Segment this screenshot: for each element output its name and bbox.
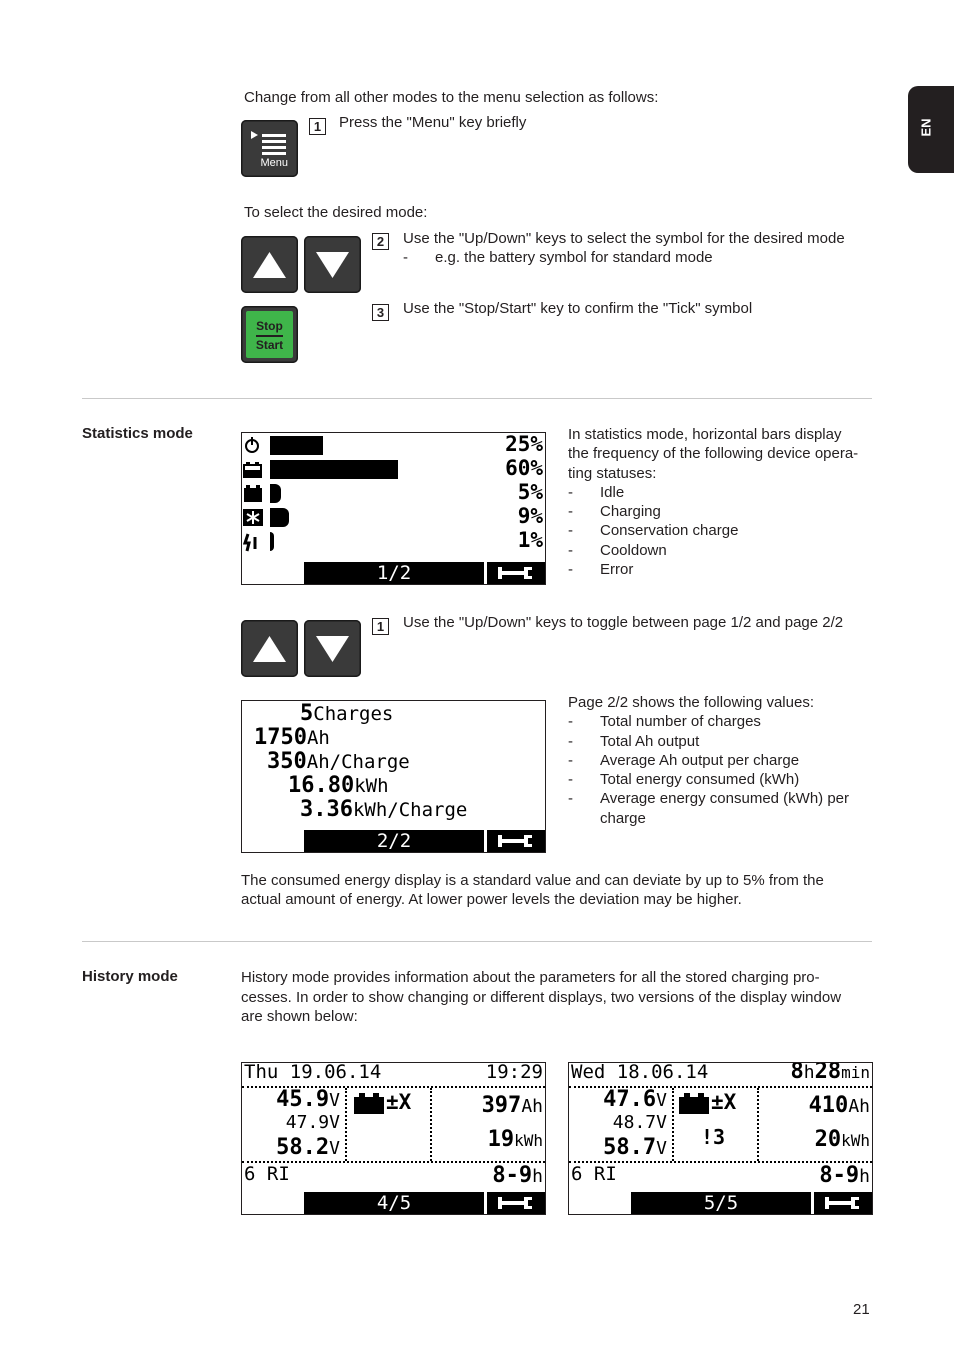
battery-full-icon [243,483,265,505]
value: 48.7 [612,1112,657,1133]
wrench-box [487,1192,545,1214]
status-bar [270,508,289,527]
statistics-screen-1 [241,432,546,585]
duration-value [819,1163,870,1188]
wrench-icon [496,832,536,850]
value: 47.6 [603,1087,657,1112]
snowflake-icon [243,507,265,529]
down-key [304,236,361,293]
stop-start-key [241,306,298,363]
unit: V [329,1090,340,1111]
date-label: Wed 18.06.14 [571,1062,709,1083]
dotted-vertical [757,1088,759,1161]
value: 3.36 [300,797,353,822]
unit: h [803,1062,815,1083]
value: 20 [814,1127,842,1152]
ah-value [809,1093,870,1118]
charges-line [300,701,393,726]
page-indicator: 4/5 [376,1192,412,1214]
list-item: - Total Ah output [568,732,873,751]
list-item: - Charging [568,502,858,521]
value: 19 [487,1127,515,1152]
stop-start-divider [256,335,283,337]
status-bar [270,484,281,503]
page-indicator: 5/5 [703,1192,739,1214]
page-number: 21 [853,1301,870,1318]
ah-per-charge-line [267,749,410,774]
page-indicator: 1/2 [376,562,412,584]
dotted-vertical [345,1088,347,1161]
unit: V [329,1138,340,1159]
section-divider [82,941,872,942]
value: 410 [808,1093,849,1118]
list-item: - Error [568,560,858,579]
value: 45.9 [276,1087,330,1112]
unit: Ah/Charge [306,751,410,773]
menu-key [241,120,298,177]
battery-icon [679,1093,711,1115]
status-percent: 25% [505,432,543,456]
error-icon [243,531,265,553]
statistics-screen-2 [241,700,546,853]
unit: kWh/Charge [352,799,468,821]
arrow-up-icon [241,620,298,677]
description-line: are shown below: [241,1008,358,1025]
value: 16.80 [288,773,355,798]
dotted-vertical [672,1088,674,1161]
page2-description [568,693,873,828]
time-label: 19:29 [485,1062,543,1083]
description-line: cesses. In order to show changing or different displays, two versions of the display window [241,988,842,1006]
wrench-icon [496,564,536,582]
unit: V [656,1112,667,1133]
unit: Charges [313,703,394,725]
unit: kWh [354,775,389,797]
status-percent: 60% [505,456,543,480]
kwh-per-charge-line [300,797,467,822]
history-heading: History mode [82,968,178,985]
wrench-icon [496,1194,536,1212]
up-key [241,620,298,677]
menu-list-icon [250,129,290,159]
arrow-up-icon [241,236,298,293]
language-tab-label: EN [918,118,934,137]
value: 58.7 [603,1135,657,1160]
step2-text: Use the "Up/Down" keys to select the symbol for the desired mode [403,230,845,247]
statistics-heading: Statistics mode [82,425,193,442]
battery-charging-icon [243,459,265,481]
value: 5 [300,701,314,726]
wrench-box [814,1192,872,1214]
ah-value [482,1093,543,1118]
page2-value-list [568,712,873,828]
dotted-vertical [430,1088,432,1161]
voltage-2 [286,1112,340,1133]
down-key [304,620,361,677]
unit: V [329,1112,340,1133]
unit: h [532,1166,543,1187]
note-line: The consumed energy display is a standard value and can deviate by up to 5% from the [241,872,824,889]
start-label: Start [255,338,284,352]
unit: Ah [848,1096,870,1117]
wrench-icon [823,1194,863,1212]
unit: kWh [841,1131,870,1150]
value: 8 [790,1062,804,1084]
step3-text: Use the "Stop/Start" key to confirm the "Tick" symbol [403,300,753,317]
ah-line [254,725,330,750]
unit: h [859,1166,870,1187]
energy-note [241,871,824,909]
duration-value [492,1163,543,1188]
profile-label: 6 RI [571,1163,617,1185]
section-divider [82,398,872,399]
unit: V [656,1138,667,1159]
status-list [568,483,858,579]
list-item: - Cooldown [568,541,858,560]
step-number: 1 [309,118,326,135]
step-number: 1 [372,618,389,635]
status-bar [270,460,398,479]
arrow-down-icon [304,236,361,293]
value: 28 [814,1062,842,1084]
voltage-2 [613,1112,667,1133]
status-percent: 5% [517,480,543,504]
select-intro: To select the desired mode: [244,204,428,221]
list-item: - Conservation charge [568,521,858,540]
kwh-value [815,1127,870,1152]
value: 397 [481,1093,522,1118]
list-item: - Total number of charges [568,712,873,731]
history-description [241,968,841,1027]
list-item: - Average energy consumed (kWh) per charge [568,789,870,828]
value: 47.9 [285,1112,330,1133]
profile-label: 6 RI [244,1163,290,1185]
toggle-step-text: Use the "Up/Down" keys to toggle between page 1/2 and page 2/2 [403,614,844,631]
sym-label: ±X [711,1090,737,1114]
step-number: 2 [372,233,389,250]
unit: kWh [514,1131,543,1150]
wrench-box [487,830,545,852]
up-key [241,236,298,293]
kwh-line [288,773,389,798]
voltage-3 [603,1135,667,1160]
status-bar [270,436,323,455]
step2-dash: - [403,249,408,266]
value: 58.2 [276,1135,330,1160]
stop-label: Stop [256,319,283,333]
page-indicator: 2/2 [376,830,412,852]
battery-icon [354,1093,386,1115]
arrow-down-icon [304,620,361,677]
page-footer [304,830,484,852]
statistics-description [568,425,858,579]
description-line: the frequency of the following device opera- [568,445,859,463]
wrench-box [487,562,545,584]
value: 8-9 [492,1163,533,1188]
step1-text: Press the "Menu" key briefly [339,114,527,131]
voltage-3 [276,1135,340,1160]
value: 350 [267,749,307,774]
unit: V [656,1090,667,1111]
status-percent: 1% [517,528,543,552]
elapsed-time [791,1062,871,1084]
note-line: actual amount of energy. At lower power levels the deviation may be higher. [241,891,742,908]
page2-intro: Page 2/2 shows the following values: [568,694,814,711]
value: 8-9 [819,1163,860,1188]
kwh-value [488,1127,543,1152]
voltage-1 [276,1087,340,1112]
description-line: In statistics mode, horizontal bars display [568,426,842,443]
page-footer [304,1192,484,1214]
description-line: ting statuses: [568,464,657,482]
unit: Ah [521,1096,543,1117]
value: 1750 [254,725,307,750]
error-label: !3 [701,1125,726,1149]
history-screen-1 [241,1062,546,1215]
power-icon [243,435,265,457]
date-label: Thu 19.06.14 [244,1062,382,1083]
unit: Ah [306,727,330,749]
stop-start-face [246,311,293,358]
menu-key-label: Menu [260,157,288,169]
page-footer [304,562,484,584]
language-tab [908,86,954,173]
description-line: History mode provides information about the parameters for all the stored charging pro- [241,969,820,986]
list-item: - Average Ah output per charge [568,751,873,770]
sym-label: ±X [386,1090,412,1114]
list-item: - Idle [568,483,858,502]
voltage-1 [603,1087,667,1112]
step2-subtext: e.g. the battery symbol for standard mode [435,249,713,266]
status-percent: 9% [517,504,543,528]
page-footer [631,1192,811,1214]
menu-intro: Change from all other modes to the menu selection as follows: [244,89,659,106]
step-number: 3 [372,304,389,321]
history-screen-2 [568,1062,873,1215]
status-bar [270,532,274,551]
list-item: - Total energy consumed (kWh) [568,770,873,789]
unit: min [841,1063,870,1082]
